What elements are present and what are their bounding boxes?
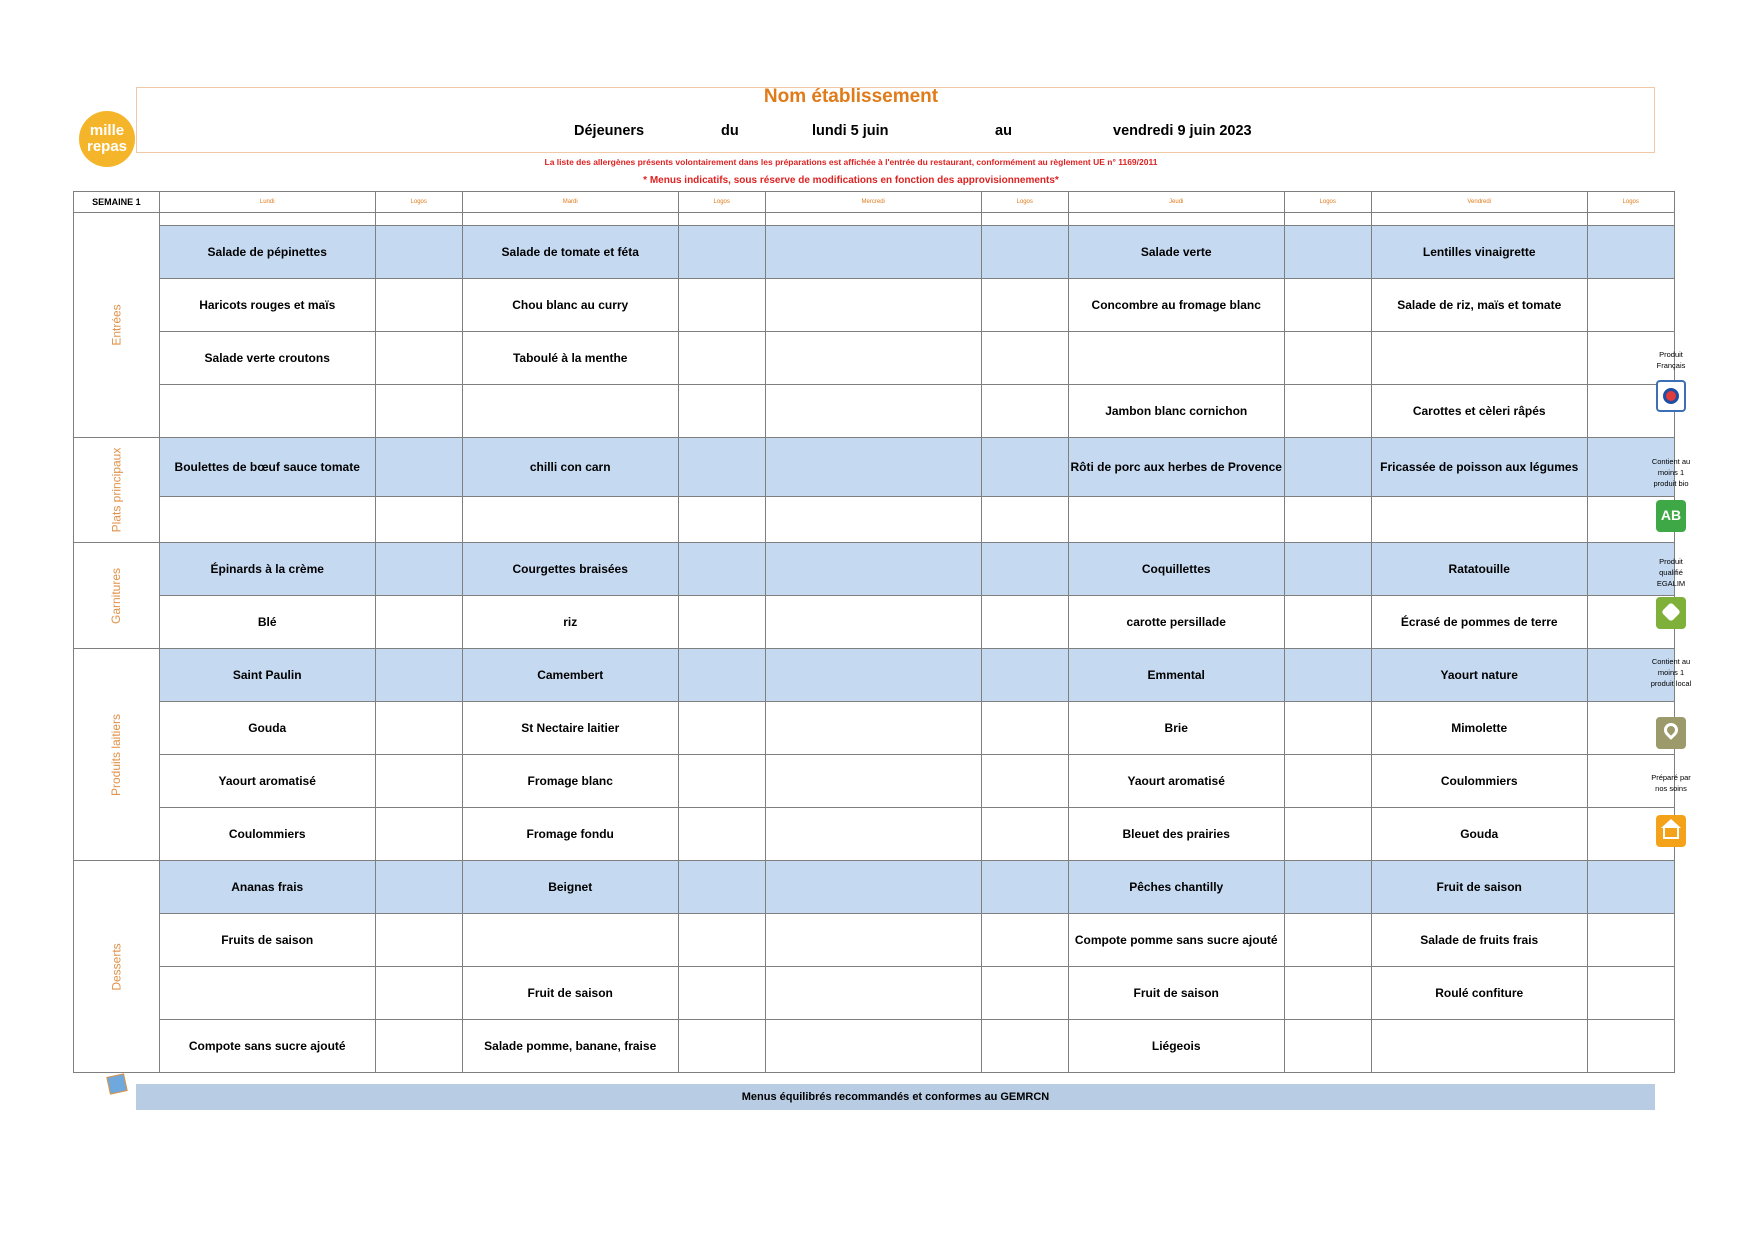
dish-cell: Ananas frais — [159, 861, 375, 914]
dish-cell — [765, 861, 981, 914]
dish-cell: Boulettes de bœuf sauce tomate — [159, 438, 375, 497]
dish-cell: Yaourt aromatisé — [159, 755, 375, 808]
logo-cell — [1284, 914, 1371, 967]
logo-cell — [678, 279, 765, 332]
dish-cell — [765, 967, 981, 1020]
logo-cell — [981, 861, 1068, 914]
cockade-ring — [1663, 388, 1679, 404]
category-entrees — [74, 213, 160, 438]
logo-cell — [678, 914, 765, 967]
dish-cell — [765, 755, 981, 808]
location-pin-icon — [1656, 717, 1686, 749]
dish-cell: Mimolette — [1371, 702, 1587, 755]
allergen-note: La liste des allergènes présents volontairement dans les préparations est affichée à l'entrée du restaurant, conformément au règlement UE n° 1169/2011 — [544, 157, 1158, 167]
category-cell — [74, 649, 160, 861]
dish-cell — [1371, 1020, 1587, 1073]
dish-cell — [765, 226, 981, 279]
dish-cell: Gouda — [159, 702, 375, 755]
category-cell — [74, 861, 160, 1073]
dish-cell: Compote pomme sans sucre ajouté — [1068, 914, 1284, 967]
logo-cell — [375, 861, 462, 914]
dish-cell: Camembert — [462, 649, 678, 702]
dish-cell: Roulé confiture — [1371, 967, 1587, 1020]
dish-cell: Yaourt aromatisé — [1068, 755, 1284, 808]
logo-cell — [1284, 808, 1371, 861]
dish-cell: Beignet — [462, 861, 678, 914]
logo-cell — [981, 438, 1068, 497]
day-header-0: Lundi — [159, 192, 375, 213]
logo-cell — [1284, 861, 1371, 914]
from-date: lundi 5 juin — [812, 123, 889, 139]
dish-cell: Pêches chantilly — [1068, 861, 1284, 914]
french-cockade-icon — [1656, 380, 1686, 412]
logo-cell — [375, 967, 462, 1020]
logo-line2: repas — [86, 138, 128, 155]
dish-cell: Épinards à la crème — [159, 543, 375, 596]
day-header-1: Mardi — [462, 192, 678, 213]
organic-ab-icon — [1656, 500, 1686, 532]
dish-cell: Écrasé de pommes de terre — [1371, 596, 1587, 649]
dish-cell: Salade verte — [1068, 226, 1284, 279]
dish-cell: Fruit de saison — [462, 967, 678, 1020]
logo-cell — [678, 438, 765, 497]
logo-cell — [1284, 332, 1371, 385]
dish-cell — [765, 1020, 981, 1073]
from-label: du — [721, 123, 739, 139]
logo-cell — [1284, 385, 1371, 438]
dish-cell: chilli con carn — [462, 438, 678, 497]
dish-cell: Chou blanc au curry — [462, 279, 678, 332]
dish-cell: Gouda — [1371, 808, 1587, 861]
dish-cell: Jambon blanc cornichon — [1068, 385, 1284, 438]
logo-cell — [678, 967, 765, 1020]
dish-cell: Salade pomme, banane, fraise — [462, 1020, 678, 1073]
to-date: vendredi 9 juin 2023 — [1113, 123, 1252, 139]
logo-cell — [1284, 649, 1371, 702]
logo-cell — [375, 385, 462, 438]
dish-cell: Rôti de porc aux herbes de Provence — [1068, 438, 1284, 497]
dish-cell — [1371, 497, 1587, 543]
dish-cell — [1068, 332, 1284, 385]
spacer-cell — [375, 213, 462, 226]
logo-cell — [981, 385, 1068, 438]
dish-cell: riz — [462, 596, 678, 649]
category-label: Garnitures — [109, 567, 124, 624]
logo-cell — [678, 702, 765, 755]
dish-cell — [1068, 497, 1284, 543]
egalim-star — [1661, 602, 1681, 622]
dish-cell — [159, 385, 375, 438]
logo-cell — [981, 649, 1068, 702]
category-label: Entrées — [109, 304, 124, 346]
dish-cell — [462, 497, 678, 543]
home-made-icon — [1656, 815, 1686, 847]
logo-cell — [981, 755, 1068, 808]
logo-cell — [1284, 967, 1371, 1020]
logo-cell — [981, 702, 1068, 755]
house-shape — [1663, 827, 1679, 839]
category-label: Produits laitiers — [109, 713, 124, 796]
logo-cell — [375, 808, 462, 861]
footer-bar: Menus équilibrés recommandés et conformes au GEMRCN — [136, 1084, 1655, 1110]
legend-label: Préparé par nos soins — [1651, 773, 1691, 793]
dish-cell: Bleuet des prairies — [1068, 808, 1284, 861]
logo-cell — [678, 861, 765, 914]
logo-cell — [1587, 914, 1674, 967]
legend-label: Contient au moins 1 produit bio — [1651, 457, 1691, 488]
dish-cell: Brie — [1068, 702, 1284, 755]
logo-cell — [1284, 702, 1371, 755]
category-cell — [74, 543, 160, 649]
logo-cell — [1284, 497, 1371, 543]
menu-table — [73, 191, 1675, 1073]
logo-cell — [1587, 1020, 1674, 1073]
logo-cell — [678, 596, 765, 649]
logo-col-header: Logos — [1284, 192, 1371, 213]
dish-cell: Fruit de saison — [1371, 861, 1587, 914]
logo-cell — [1284, 279, 1371, 332]
day-header-3: Jeudi — [1068, 192, 1284, 213]
dish-cell — [765, 914, 981, 967]
dish-cell: Concombre au fromage blanc — [1068, 279, 1284, 332]
logo-cell — [375, 755, 462, 808]
spacer-cell — [1371, 213, 1587, 226]
category-label: Desserts — [109, 942, 124, 991]
logo-cell — [678, 385, 765, 438]
spacer-cell — [765, 213, 981, 226]
pin-shape — [1661, 720, 1681, 740]
logo-line1: mille — [89, 122, 125, 139]
dish-cell: Carottes et cèleri râpés — [1371, 385, 1587, 438]
legend-label: Contient au moins 1 produit local — [1650, 657, 1692, 688]
dish-cell: Emmental — [1068, 649, 1284, 702]
logo-cell — [981, 279, 1068, 332]
logo-col-header: Logos — [678, 192, 765, 213]
logo-cell — [981, 497, 1068, 543]
logo-cell — [375, 279, 462, 332]
logo-cell — [678, 226, 765, 279]
logo-cell — [678, 649, 765, 702]
egalim-icon — [1656, 597, 1686, 629]
dish-cell: Salade de riz, maïs et tomate — [1371, 279, 1587, 332]
dish-cell — [765, 385, 981, 438]
dish-cell: Fromage blanc — [462, 755, 678, 808]
spacer-cell — [1284, 213, 1371, 226]
logo-cell — [981, 914, 1068, 967]
dish-cell: Salade verte croutons — [159, 332, 375, 385]
dish-cell — [159, 967, 375, 1020]
dish-cell: Salade de tomate et féta — [462, 226, 678, 279]
dish-cell: Salade de pépinettes — [159, 226, 375, 279]
day-header-4: Vendredi — [1371, 192, 1587, 213]
logo-cell — [1587, 967, 1674, 1020]
dish-cell: Fruit de saison — [1068, 967, 1284, 1020]
logo-cell — [981, 543, 1068, 596]
category-label: Plats principaux — [109, 447, 124, 533]
dish-cell: carotte persillade — [1068, 596, 1284, 649]
logo-cell — [375, 1020, 462, 1073]
logo-cell — [678, 808, 765, 861]
logo-cell — [1284, 755, 1371, 808]
spacer-cell — [462, 213, 678, 226]
spacer-cell — [1068, 213, 1284, 226]
logo-cell — [1284, 1020, 1371, 1073]
logo-cell — [678, 497, 765, 543]
dish-cell: Courgettes braisées — [462, 543, 678, 596]
dish-cell: Salade de fruits frais — [1371, 914, 1587, 967]
day-header-2: Mercredi — [765, 192, 981, 213]
logo-cell — [375, 497, 462, 543]
spacer-cell — [678, 213, 765, 226]
dish-cell: St Nectaire laitier — [462, 702, 678, 755]
dish-cell — [159, 497, 375, 543]
menu-note: * Menus indicatifs, sous réserve de modifications en fonction des approvisionnements* — [643, 175, 1059, 186]
dish-cell: Saint Paulin — [159, 649, 375, 702]
dish-cell — [765, 808, 981, 861]
spacer-cell — [981, 213, 1068, 226]
logo-cell — [981, 808, 1068, 861]
spacer-cell — [1587, 213, 1674, 226]
logo-cell — [678, 543, 765, 596]
dish-cell — [765, 649, 981, 702]
to-label: au — [995, 123, 1012, 139]
dish-cell: Haricots rouges et maïs — [159, 279, 375, 332]
logo-cell — [375, 914, 462, 967]
dish-cell: Lentilles vinaigrette — [1371, 226, 1587, 279]
legend-label: Produit Français — [1656, 350, 1686, 370]
logo-cell — [981, 226, 1068, 279]
dish-cell — [765, 279, 981, 332]
dish-cell — [765, 438, 981, 497]
logo-cell — [678, 755, 765, 808]
logo-col-header: Logos — [375, 192, 462, 213]
dish-cell: Fricassée de poisson aux légumes — [1371, 438, 1587, 497]
dish-cell: Compote sans sucre ajouté — [159, 1020, 375, 1073]
dish-cell — [765, 702, 981, 755]
logo-cell — [1284, 438, 1371, 497]
ab-letters: AB — [1660, 507, 1682, 523]
dish-cell — [765, 543, 981, 596]
logo-cell — [1284, 543, 1371, 596]
logo-cell — [1284, 596, 1371, 649]
logo-cell — [981, 596, 1068, 649]
logo-cell — [981, 1020, 1068, 1073]
spacer-cell — [159, 213, 375, 226]
logo-cell — [678, 1020, 765, 1073]
logo-cell — [375, 649, 462, 702]
logo-cell — [981, 332, 1068, 385]
legend-label: Produit qualifié EGALIM — [1656, 557, 1686, 588]
logo-cell — [678, 332, 765, 385]
dish-cell — [765, 596, 981, 649]
logo-cell — [981, 967, 1068, 1020]
dish-cell — [462, 914, 678, 967]
note-icon — [106, 1073, 127, 1094]
logo-cell — [375, 226, 462, 279]
dish-cell — [765, 497, 981, 543]
logo-col-header: Logos — [1587, 192, 1674, 213]
logo-cell — [375, 543, 462, 596]
dish-cell: Blé — [159, 596, 375, 649]
dish-cell: Coulommiers — [1371, 755, 1587, 808]
logo-cell — [1284, 226, 1371, 279]
logo-cell — [1587, 279, 1674, 332]
meal-label: Déjeuners — [574, 123, 645, 139]
dish-cell: Liégeois — [1068, 1020, 1284, 1073]
week-label: SEMAINE 1 — [74, 192, 160, 213]
dish-cell: Fruits de saison — [159, 914, 375, 967]
category-cell — [74, 438, 160, 543]
logo-cell — [1587, 861, 1674, 914]
dish-cell — [1371, 332, 1587, 385]
mille-repas-logo — [79, 111, 135, 167]
dish-cell: Yaourt nature — [1371, 649, 1587, 702]
dish-cell: Coquillettes — [1068, 543, 1284, 596]
logo-cell — [375, 596, 462, 649]
logo-cell — [375, 438, 462, 497]
establishment-name: Nom établissement — [763, 86, 939, 107]
dish-cell: Ratatouille — [1371, 543, 1587, 596]
logo-cell — [1587, 226, 1674, 279]
dish-cell: Coulommiers — [159, 808, 375, 861]
logo-cell — [375, 702, 462, 755]
dish-cell: Taboulé à la menthe — [462, 332, 678, 385]
dish-cell — [462, 385, 678, 438]
logo-col-header: Logos — [981, 192, 1068, 213]
dish-cell — [765, 332, 981, 385]
logo-cell — [375, 332, 462, 385]
dish-cell: Fromage fondu — [462, 808, 678, 861]
